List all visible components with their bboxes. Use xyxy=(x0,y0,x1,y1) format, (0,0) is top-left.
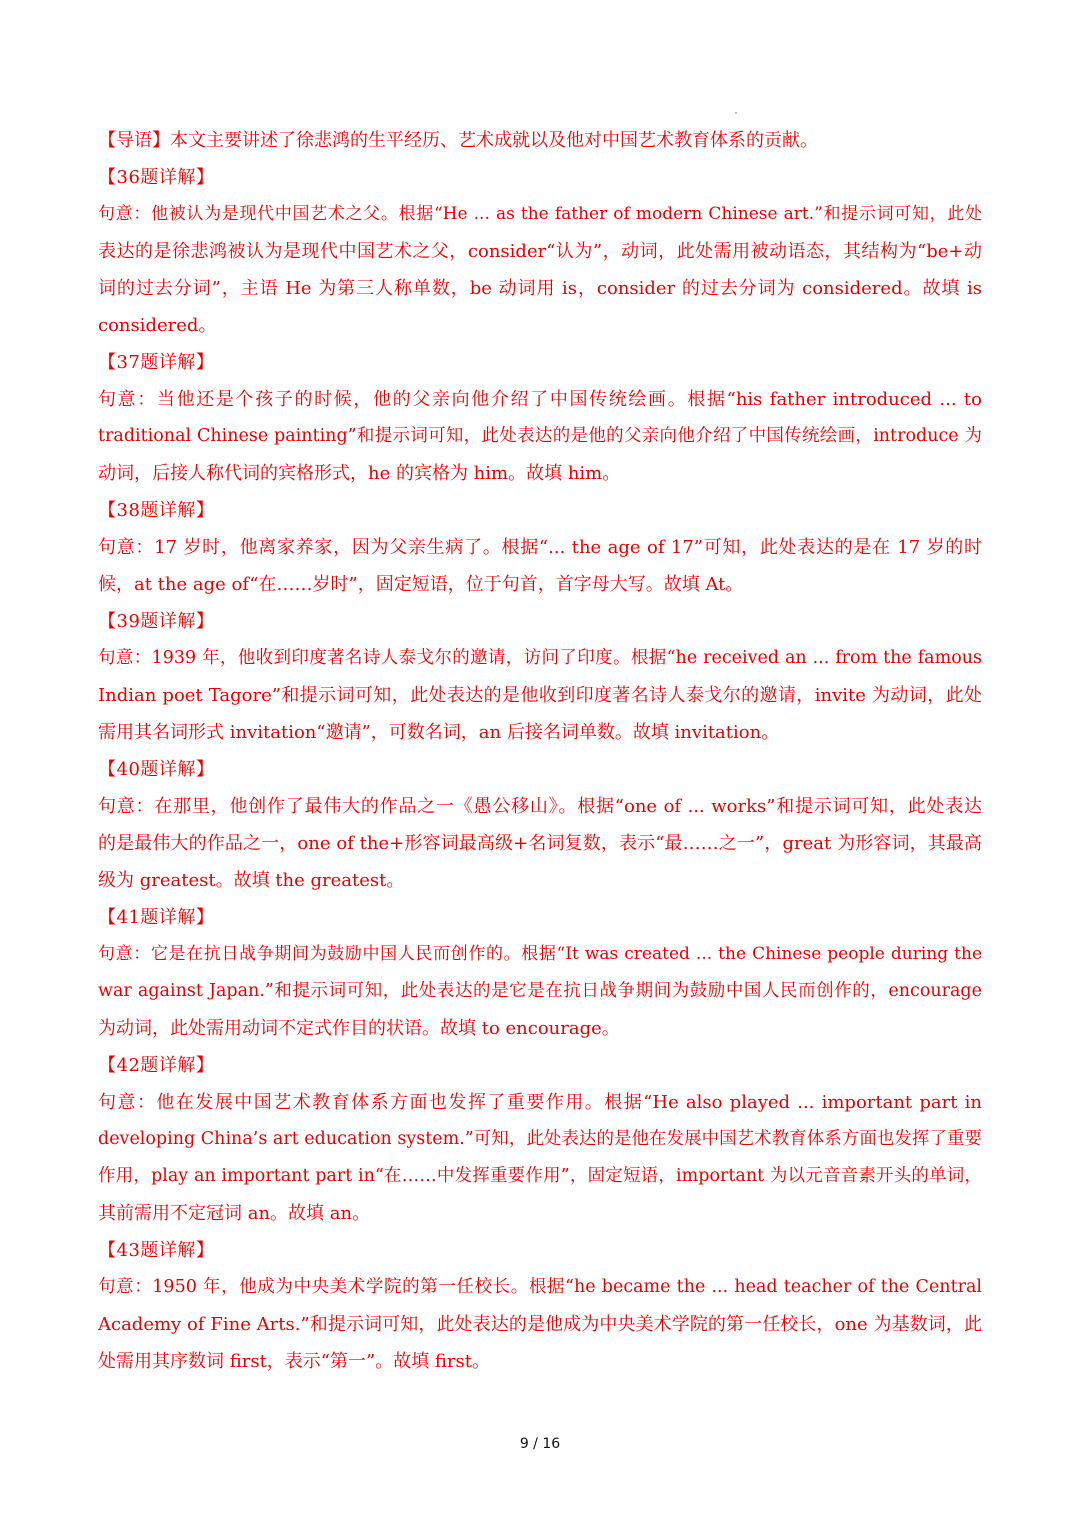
section-41-line-2: war against Japan.”和提示词可知，此处表达的是它是在抗日战争期间为鼓励中国人民而创作的，encourage xyxy=(98,981,982,1001)
section-heading-37: 【37题详解】 xyxy=(98,352,215,373)
section-36-line-4: considered。 xyxy=(98,315,217,336)
section-40-line-2: 的是最伟大的作品之一，one of the+形容词最高级+名词复数，表示“最……之一”，great 为形容词，其最高 xyxy=(98,833,982,854)
section-40-line-1: 句意：在那里，他创作了最伟大的作品之一《愚公移山》。根据“one of ... works”和提示词可知，此处表达 xyxy=(98,796,982,817)
section-43-line-1: 句意：1950 年，他成为中央美术学院的第一任校长。根据“he became the ... head teacher of the Central xyxy=(98,1277,982,1297)
section-40-line-3: 级为 greatest。故填 the greatest。 xyxy=(98,870,405,891)
section-heading-43: 【43题详解】 xyxy=(98,1240,215,1261)
section-heading-38: 【38题详解】 xyxy=(98,500,215,521)
section-38-line-1: 句意：17 岁时，他离家养家，因为父亲生病了。根据“... the age of 17”可知，此处表达的是在 17 岁的时 xyxy=(98,537,982,558)
section-39-line-2: Indian poet Tagore”和提示词可知，此处表达的是他收到印度著名诗人泰戈尔的邀请，invite 为动词，此处 xyxy=(98,685,982,706)
section-heading-36: 【36题详解】 xyxy=(98,167,215,188)
section-39-line-1: 句意：1939 年，他收到印度著名诗人泰戈尔的邀请，访问了印度。根据“he received an ... from the famous xyxy=(98,648,982,668)
section-37-line-1: 句意：当他还是个孩子的时候，他的父亲向他介绍了中国传统绘画。根据“his father introduced ... to xyxy=(98,389,982,410)
section-38-line-2: 候，at the age of“在……岁时”，固定短语，位于句首，首字母大写。故填 At。 xyxy=(98,574,744,595)
page-number: 9 / 16 xyxy=(519,1436,561,1452)
scan-speck xyxy=(735,112,737,114)
section-39-line-3: 需用其名词形式 invitation“邀请”，可数名词，an 后接名词单数。故填 invitation。 xyxy=(98,722,780,743)
section-41-line-1: 句意：它是在抗日战争期间为鼓励中国人民而创作的。根据“It was created ... the Chinese people during the xyxy=(98,944,982,964)
section-43-line-2: Academy of Fine Arts.”和提示词可知，此处表达的是他成为中央美术学院的第一任校长，one 为基数词，此 xyxy=(98,1314,982,1335)
section-42-line-2: developing China’s art education system.”可知，此处表达的是他在发展中国艺术教育体系方面也发挥了重要 xyxy=(98,1129,982,1149)
section-36-line-1: 句意：他被认为是现代中国艺术之父。根据“He ... as the father of modern Chinese art.”和提示词可知，此处 xyxy=(98,204,982,224)
page-content xyxy=(98,122,982,1380)
section-42-line-3: 作用，play an important part in“在……中发挥重要作用”，固定短语，important 为以元音音素开头的单词， xyxy=(98,1166,982,1186)
intro-paragraph: 【导语】本文主要讲述了徐悲鸿的生平经历、艺术成就以及他对中国艺术教育体系的贡献。 xyxy=(98,130,818,151)
section-42-line-4: 其前需用不定冠词 an。故填 an。 xyxy=(98,1203,371,1224)
section-42-line-1: 句意：他在发展中国艺术教育体系方面也发挥了重要作用。根据“He also played ... important part in xyxy=(98,1092,982,1113)
section-36-line-3: 词的过去分词”，主语 He 为第三人称单数，be 动词用 is，consider 的过去分词为 considered。故填 is xyxy=(98,278,982,299)
section-heading-41: 【41题详解】 xyxy=(98,907,215,928)
section-36-line-2: 表达的是徐悲鸿被认为是现代中国艺术之父，consider“认为”，动词，此处需用被动语态，其结构为“be+动 xyxy=(98,241,982,262)
section-heading-42: 【42题详解】 xyxy=(98,1055,215,1076)
section-heading-39: 【39题详解】 xyxy=(98,611,215,632)
section-37-line-3: 动词，后接人称代词的宾格形式，he 的宾格为 him。故填 him。 xyxy=(98,463,621,484)
section-43-line-3: 处需用其序数词 first，表示“第一”。故填 first。 xyxy=(98,1351,491,1372)
section-41-line-3: 为动词，此处需用动词不定式作目的状语。故填 to encourage。 xyxy=(98,1018,620,1039)
section-37-line-2: traditional Chinese painting”和提示词可知，此处表达的是他的父亲向他介绍了中国传统绘画，introduce 为 xyxy=(98,426,982,446)
section-heading-40: 【40题详解】 xyxy=(98,759,215,780)
